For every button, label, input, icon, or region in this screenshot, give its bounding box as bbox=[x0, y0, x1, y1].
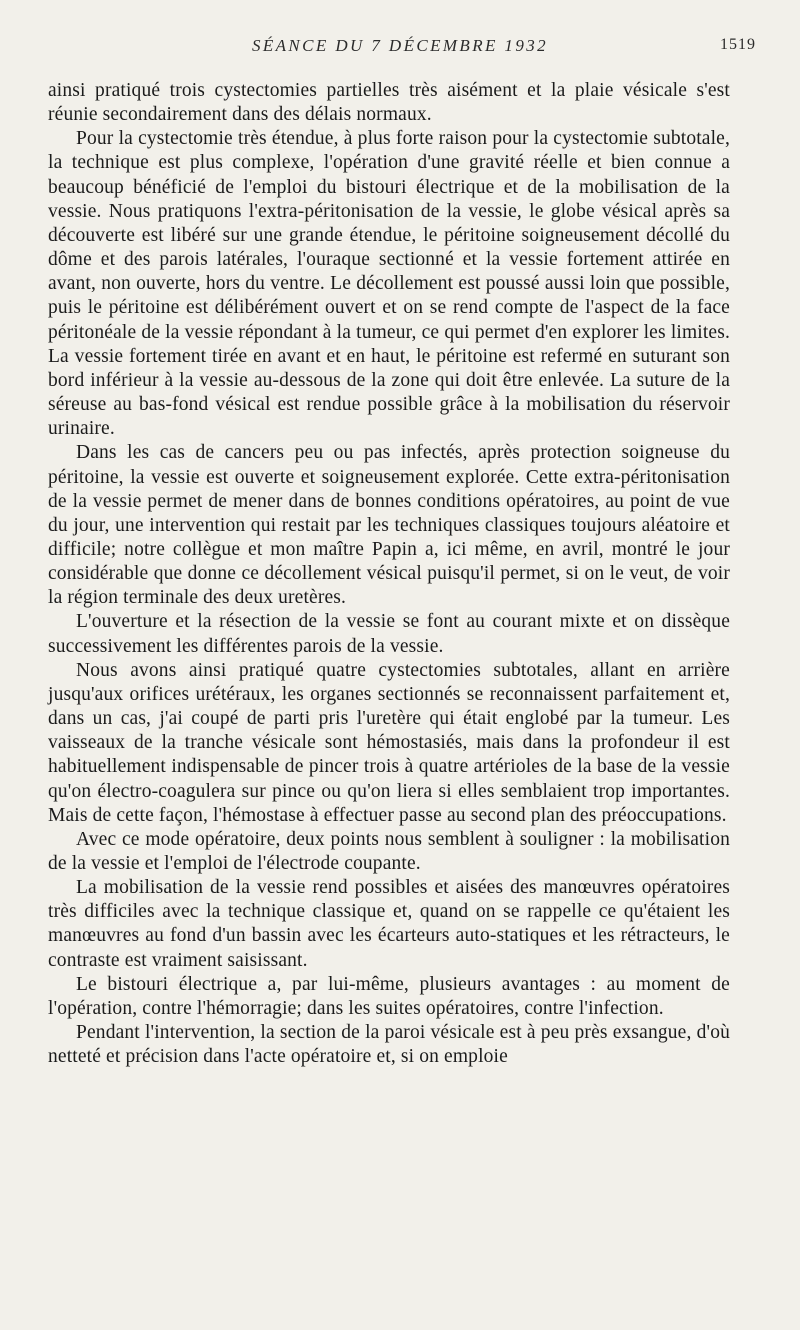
paragraph: Nous avons ainsi pratiqué quatre cystectomies subtotales, allant en arrière jusqu'aux orifices urétéraux, les organes sectionnés se reconnaissent parfaitement et, dans un cas, j'ai coupé de parti pris l'uretère qui était englobé par la tumeur. Les vaisseaux de la tranche vésicale sont hémostasiés, mais dans la profondeur il est habituellement indispensable de pincer trois à quatre artérioles de la base de la vessie qu'on électro-coagulera sur pince ou qu'on liera si elles semblaient trop importantes. Mais de cette façon, l'hémostase à effectuer passe au second plan des préoccupations. bbox=[48, 659, 730, 826]
page-header bbox=[0, 36, 800, 60]
paragraph: La mobilisation de la vessie rend possibles et aisées des manœuvres opératoires très difficiles avec la technique classique et, quand on se rappelle ce qu'étaient les manœuvres au fond d'un bassin avec les écarteurs auto-statiques et les rétracteurs, le contraste est vraiment saisissant. bbox=[48, 877, 730, 971]
body-text bbox=[48, 79, 730, 1069]
paragraph: Le bistouri électrique a, par lui-même, plusieurs avantages : au moment de l'opération, contre l'hémorragie; dans les suites opératoires, contre l'infection. bbox=[48, 973, 730, 1019]
paragraph: Pour la cystectomie très étendue, à plus forte raison pour la cystectomie subtotale, la technique est plus complexe, l'opération d'une gravité réelle et bien connue a beaucoup bénéficié de l'emploi du bistouri électrique et de la mobilisation de la vessie. Nous pratiquons l'extra-péritonisation de la vessie, le globe vésical après sa découverte est libéré sur une grande étendue, le péritoine soigneusement décollé du dôme et des parois latérales, l'ouraque sectionné et la vessie fortement attirée en avant, non ouverte, hors du ventre. Le décollement est poussé aussi loin que possible, puis le péritoine est délibérément ouvert et on se rend compte de l'aspect de la face péritonéale de la vessie répondant à la tumeur, ce qui permet d'en explorer les limites. La vessie fortement tirée en avant et en haut, le péritoine est refermé en suturant son bord inférieur à la vessie au-dessous de la zone qui doit être enlevée. La suture de la séreuse au bas-fond vésical est rendue possible grâce à la mobilisation du réservoir urinaire. bbox=[48, 128, 730, 440]
paragraph: Dans les cas de cancers peu ou pas infectés, après protection soigneuse du péritoine, la vessie est ouverte et soigneusement explorée. Cette extra-péritonisation de la vessie permet de mener dans de bonnes conditions opératoires, au point de vue du jour, une intervention qui restait par les techniques classiques toujours aléatoire et difficile; notre collègue et mon maître Papin a, ici même, en avril, montré le jour considérable que donne ce décollement vésical puisqu'il permet, si on le veut, de voir la région terminale des deux uretères. bbox=[48, 442, 730, 609]
running-title: SÉANCE DU 7 DÉCEMBRE 1932 bbox=[251, 36, 549, 55]
paragraph: Avec ce mode opératoire, deux points nous semblent à souligner : la mobilisation de la vessie et l'emploi de l'électrode coupante. bbox=[48, 828, 730, 874]
paragraph: Pendant l'intervention, la section de la paroi vésicale est à peu près exsangue, d'où netteté et précision dans l'acte opératoire et, si on emploie bbox=[48, 1022, 730, 1068]
paragraph: ainsi pratiqué trois cystectomies partielles très aisément et la plaie vésicale s'est réunie secondairement dans des délais normaux. bbox=[48, 80, 730, 126]
page-number: 1519 bbox=[720, 36, 756, 53]
paragraph: L'ouverture et la résection de la vessie se font au courant mixte et on dissèque successivement les différentes parois de la vessie. bbox=[48, 611, 730, 657]
